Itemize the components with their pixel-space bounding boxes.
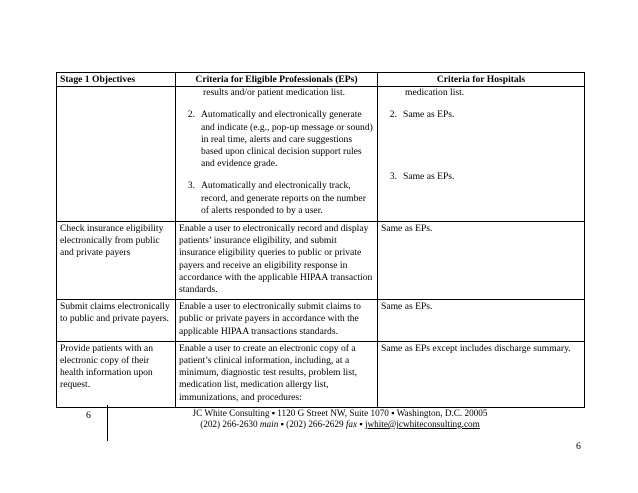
hospital-criteria-cell: Same as EPs. [378, 300, 585, 342]
objective-cell [57, 87, 176, 222]
footer-phone-main: (202) 266-2630 [200, 419, 260, 429]
footer-divider [107, 405, 108, 441]
footer-address: JC White Consulting ▪ 1120 G Street NW, Suite 1070 ▪ Washington, D.C. 20005 [192, 408, 488, 418]
hospital-criteria-cell: Same as EPs except includes discharge summary. [378, 341, 585, 407]
footer-main-label: main [259, 419, 279, 429]
ep-criteria-cell: Enable a user to create an electronic copy of a patient’s clinical information, including, at a minimum, diagnostic test results, problem list, medication list, medication allergy list, immunizations, and procedures: [176, 341, 378, 407]
list-item [381, 171, 581, 183]
list-item [179, 180, 374, 217]
criteria-table [56, 72, 585, 408]
hospital-criteria-cell [378, 87, 585, 222]
footer-email-link[interactable]: jwhite@jcwhiteconsulting.com [364, 419, 480, 429]
footer-contact [110, 419, 570, 430]
header-hospital-criteria: Criteria for Hospitals [378, 73, 585, 87]
list-number: 2. [187, 109, 195, 121]
ep-criteria-cell: Enable a user to electronically record and display patients’ insurance eligibility, and submit insurance eligibility queries to public or private payers and receive an eligibility response in accordance with the applicable HIPAA transaction standards. [176, 222, 378, 300]
list-number: 2. [389, 109, 397, 121]
list-item [179, 109, 374, 170]
table-row [57, 341, 585, 407]
list-number: 3. [187, 180, 195, 192]
hospital-criteria-cell: Same as EPs. [378, 222, 585, 300]
page-number: 6 [576, 441, 581, 452]
list-text: Same as EPs. [403, 109, 455, 121]
table-row [57, 87, 585, 222]
objective-cell: Provide patients with an electronic copy of their health information upon request. [57, 341, 176, 407]
objective-cell: Check insurance eligibility electronically from public and private payers [57, 222, 176, 300]
footer-page-number: 6 [86, 410, 91, 421]
ep-criteria-cell [176, 87, 378, 222]
hospital-continued-text: medication list. [405, 87, 465, 99]
list-text: Automatically and electronically track, record, and generate reports on the number of alerts responded to by a user. [201, 180, 366, 216]
list-item [381, 109, 581, 121]
table-row [57, 222, 585, 300]
objective-cell: Submit claims electronically to public and private payers. [57, 300, 176, 342]
header-objectives: Stage 1 Objectives [57, 73, 176, 87]
footer-phone-fax: ▪ (202) 266-2629 [278, 419, 346, 429]
ep-criteria-cell: Enable a user to electronically submit claims to public or private payers in accordance with the applicable HIPAA transactions standards. [176, 300, 378, 342]
list-text: Automatically and electronically generate and indicate (e.g., pop-up message or sound) in real time, alerts and care suggestions based upon clinical decision support rules and evidence grade. [201, 109, 373, 170]
header-ep-criteria: Criteria for Eligible Professionals (EPs) [176, 73, 378, 87]
footer-separator: ▪ [357, 419, 365, 429]
list-number: 3. [389, 170, 397, 182]
footer-fax-label: fax [345, 419, 358, 429]
list-text: Same as EPs. [403, 170, 455, 182]
table-row [57, 300, 585, 342]
table-header-row [57, 73, 585, 87]
ep-continued-text: results and/or patient medication list. [203, 87, 346, 99]
